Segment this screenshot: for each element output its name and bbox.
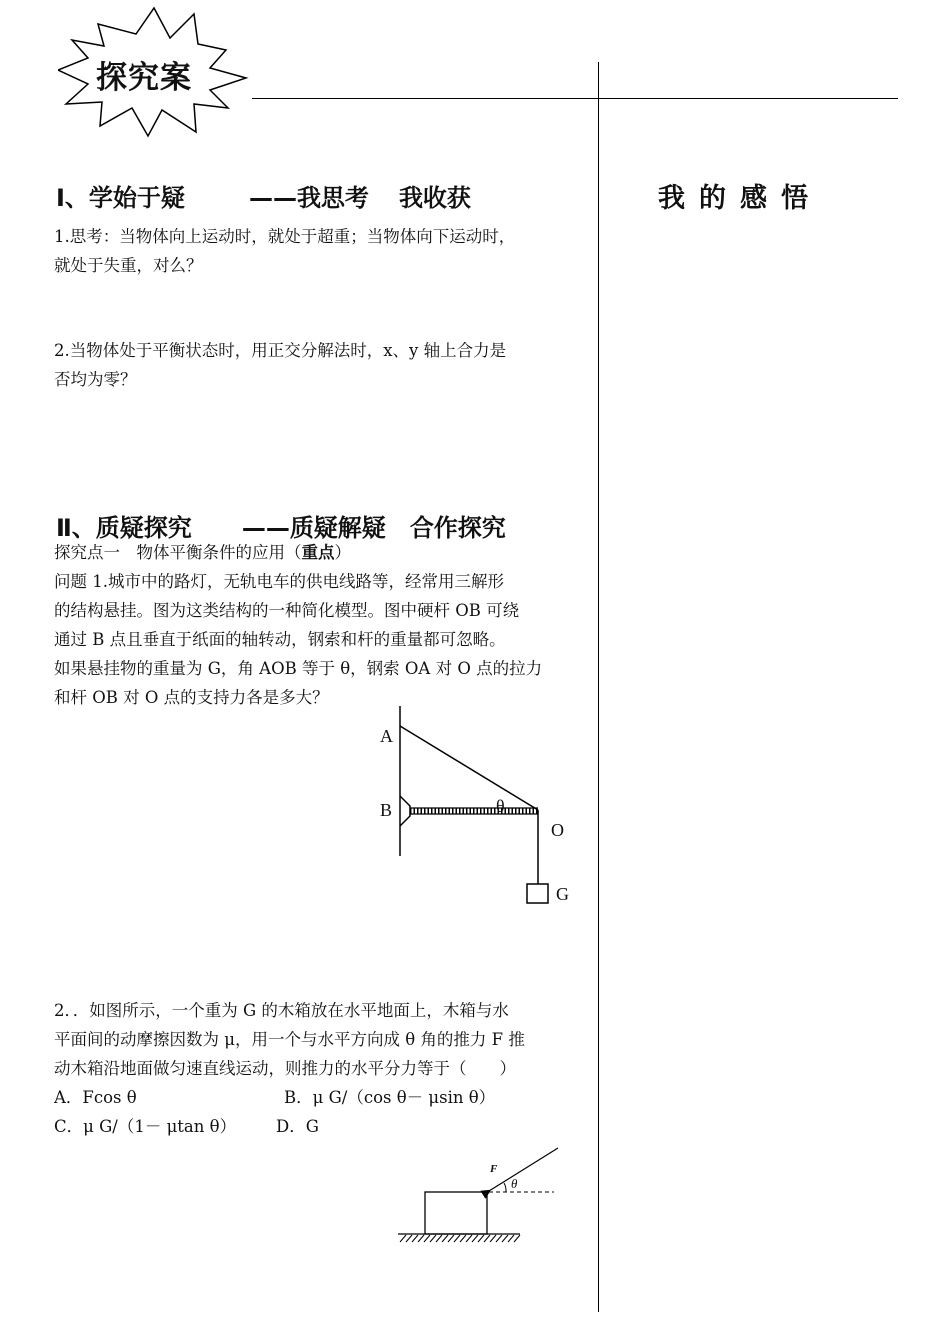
header-rule <box>252 98 898 99</box>
key-point-label: 重点 <box>301 543 335 562</box>
option-b: B．μ G/（cos θ－ μsin θ） <box>284 1088 496 1107</box>
column-divider <box>598 62 599 1312</box>
problem-1: 问题 1.城市中的路灯，无轨电车的供电线路等，经常用三解形 的结构悬挂。图为这类结构的一种简化模型。图中硬杆 OB 可绕 通过 B 点且垂直于纸面的轴转动，钢索和杆的重量都可忽略。 如果悬挂物的重量为 G，角 AOB 等于 θ，钢索 OA 对 O 点的拉力 和杆 OB 对 O 点的支持力各是多大？ <box>54 572 543 707</box>
option-a: A．Fcos θ <box>54 1088 137 1107</box>
label-f: F <box>490 1163 498 1175</box>
option-d: D．G <box>276 1117 319 1136</box>
label-a: A <box>380 726 393 746</box>
section1-title: Ⅰ、学始于疑 ——我思考 我收获 <box>56 184 471 212</box>
boom-cable-figure <box>370 700 590 915</box>
side-title: 我的感悟 <box>658 183 822 214</box>
question-1: 1.思考：当物体向上运动时，就处于超重；当物体向下运动时， 就处于失重，对么？ <box>54 227 516 275</box>
label-theta-2: θ <box>511 1176 518 1191</box>
badge-title: 探究案 <box>96 60 192 96</box>
option-c: C．μ G/（1－ μtan θ） <box>54 1117 237 1136</box>
label-g: G <box>556 884 569 904</box>
problem-2: 2．．如图所示，一个重为 G 的木箱放在水平地面上，木箱与水 平面间的动摩擦因数为 μ，用一个与水平方向成 θ 角的推力 F 推 动木箱沿地面做匀速直线运动，则推力的水平分力等于（ ） <box>54 1001 525 1078</box>
box-push-figure <box>392 1140 572 1250</box>
inquiry-point: 探究点一 物体平衡条件的应用（重点） <box>54 543 351 562</box>
question-2: 2.当物体处于平衡状态时，用正交分解法时，x、y 轴上合力是 否均为零？ <box>54 341 507 389</box>
label-b: B <box>380 800 393 820</box>
label-o: O <box>551 820 564 840</box>
section2-title: Ⅱ、质疑探究 ——质疑解疑 合作探究 <box>56 514 506 542</box>
label-theta-1: θ <box>496 796 505 816</box>
